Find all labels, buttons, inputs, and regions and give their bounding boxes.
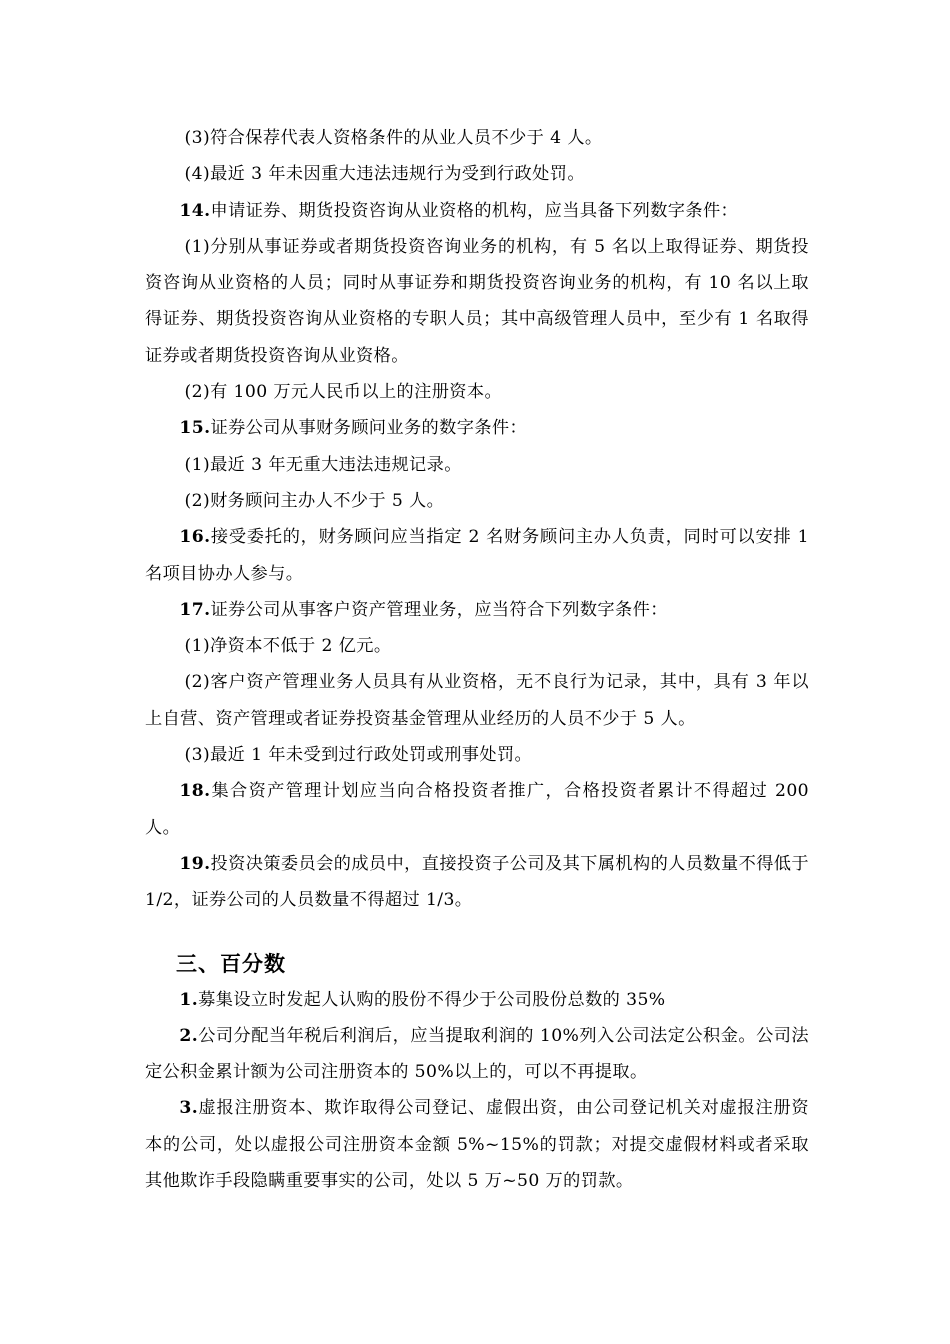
rule-number: 2. (179, 1025, 199, 1046)
rule-number: 17. (179, 599, 211, 620)
rule-text: 证券公司从事客户资产管理业务，应当符合下列数字条件： (210, 599, 668, 620)
rule-16 (145, 519, 809, 592)
rule-14-item-1: (1)分别从事证券或者期货投资咨询业务的机构，有 5 名以上取得证券、期货投资咨询从业资格的人员；同时从事证券和期货投资咨询业务的机构，有 10 名以上取得证券、期货投资咨询从业资格的专职人员；其中高级管理人员中，至少有 1 名取得证券或者期货投资咨询从业资格。 (145, 236, 809, 366)
rule-19 (145, 846, 809, 919)
document-body (145, 120, 809, 1199)
percent-rule-3 (145, 1090, 809, 1199)
rule-number: 15. (179, 418, 211, 439)
section-heading: 三、百分数 (176, 951, 286, 976)
rule-text: 募集设立时发起人认购的股份不得少于公司股份总数的 35% (198, 989, 666, 1010)
rule-text: 公司分配当年税后利润后，应当提取利润的 10%列入公司法定公积金。公司法定公积金累计额为公司注册资本的 50%以上的，可以不再提取。 (145, 1025, 809, 1083)
paragraph-sub-3: (3)符合保荐代表人资格条件的从业人员不少于 4 人。 (184, 128, 603, 148)
rule-15-item-1: (1)最近 3 年无重大违法违规记录。 (184, 454, 462, 475)
rule-number: 14. (179, 200, 211, 221)
rule-number: 18. (179, 781, 211, 802)
rule-17-item-2: (2)客户资产管理业务人员具有从业资格，无不良行为记录，其中，具有 3 年以上自营、资产管理或者证券投资基金管理从业经历的人员不少于 5 人。 (145, 672, 809, 729)
paragraph-sub-4: (4)最近 3 年未因重大违法违规行为受到行政处罚。 (184, 164, 585, 185)
rule-text: 集合资产管理计划应当向合格投资者推广，合格投资者累计不得超过 200 人。 (145, 781, 809, 838)
rule-number: 3. (179, 1098, 199, 1119)
rule-text: 投资决策委员会的成员中，直接投资子公司及其下属机构的人员数量不得低于 1/2，证券公司的人员数量不得超过 1/3。 (145, 853, 809, 911)
rule-text: 接受委托的，财务顾问应当指定 2 名财务顾问主办人负责，同时可以安排 1 名项目协办人参与。 (145, 527, 809, 584)
rule-15-item-2: (2)财务顾问主办人不少于 5 人。 (184, 490, 445, 511)
rule-text: 证券公司从事财务顾问业务的数字条件： (210, 418, 528, 439)
rule-17-item-1: (1)净资本不低于 2 亿元。 (184, 636, 392, 657)
rule-17 (145, 592, 809, 628)
rule-number: 1. (179, 989, 199, 1010)
rule-14-item-2: (2)有 100 万元人民币以上的注册资本。 (184, 382, 503, 403)
rule-18 (145, 773, 809, 846)
percent-rule-1 (145, 982, 809, 1018)
rule-14 (145, 193, 809, 229)
rule-15 (145, 410, 809, 446)
rule-17-item-3: (3)最近 1 年未受到过行政处罚或刑事处罚。 (184, 745, 533, 766)
percent-rule-2 (145, 1018, 809, 1091)
rule-text: 虚报注册资本、欺诈取得公司登记、虚假出资，由公司登记机关对虚报注册资本的公司，处以虚报公司注册资本金额 5%~15%的罚款；对提交虚假材料或者采取其他欺诈手段隐瞒重要事实的公司，处以 5 万~50 万的罚款。 (145, 1098, 809, 1192)
rule-number: 19. (179, 853, 211, 874)
rule-number: 16. (179, 527, 211, 548)
rule-text: 申请证券、期货投资咨询从业资格的机构，应当具备下列数字条件： (210, 200, 739, 221)
